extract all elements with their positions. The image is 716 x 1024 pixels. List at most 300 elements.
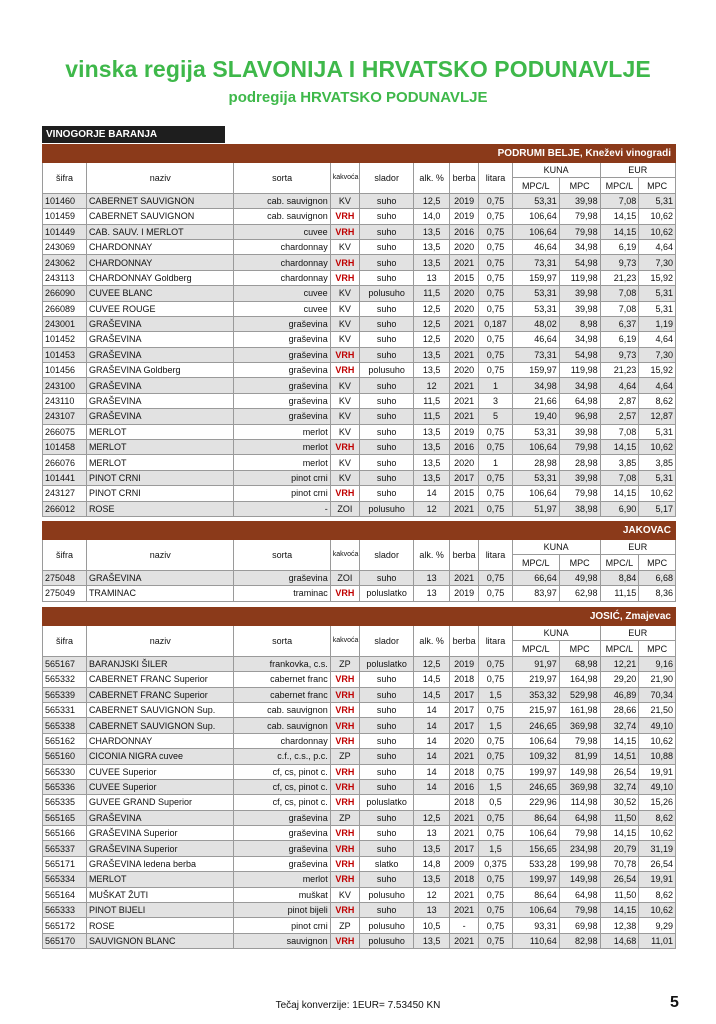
cell-mpc-kuna: 34,98 (559, 239, 600, 254)
cell-sorta: cuvee (234, 301, 330, 316)
table-row (43, 749, 676, 764)
cell-naziv: GRAŠEVINA (86, 810, 234, 825)
table-row (43, 270, 676, 285)
cell-mpcl-eur: 9,73 (600, 347, 639, 362)
cell-sifra: 275049 (43, 586, 87, 601)
cell-alk: 14,5 (414, 672, 450, 687)
cell-naziv: GRAŠEVINA (86, 378, 234, 393)
cell-kakvoca: KV (330, 409, 359, 424)
cell-mpcl-kuna: 51,97 (512, 501, 559, 516)
cell-sorta: graševina (234, 393, 330, 408)
cell-berba: 2016 (449, 779, 478, 794)
table-row (43, 470, 676, 485)
header-litara: litara (479, 626, 512, 657)
page-number: 5 (670, 994, 679, 1011)
header-mpc-kuna: MPC (559, 555, 600, 570)
cell-alk: 13,5 (414, 872, 450, 887)
cell-berba: 2017 (449, 470, 478, 485)
cell-naziv: GRAŠEVINA Superior (86, 841, 234, 856)
cell-slador: suho (359, 424, 413, 439)
cell-mpcl-kuna: 46,64 (512, 239, 559, 254)
cell-slador: suho (359, 224, 413, 239)
cell-alk: 14 (414, 764, 450, 779)
cell-litara: 0,75 (479, 239, 512, 254)
cell-berba: - (449, 918, 478, 933)
header-mpcl-kuna: MPC/L (512, 178, 559, 193)
header-row (43, 163, 676, 178)
cell-alk: 12 (414, 378, 450, 393)
cell-berba: 2021 (449, 255, 478, 270)
vinogorje-label: VINOGORJE BARANJA (42, 126, 225, 143)
cell-sifra: 266089 (43, 301, 87, 316)
cell-kakvoca: VRH (330, 672, 359, 687)
cell-mpcl-kuna: 106,64 (512, 209, 559, 224)
cell-mpc-kuna: 49,98 (559, 570, 600, 585)
cell-naziv: CHARDONNAY (86, 733, 234, 748)
cell-litara: 0,75 (479, 933, 512, 948)
cell-sorta: cf, cs, pinot c. (234, 764, 330, 779)
cell-alk: 12,5 (414, 332, 450, 347)
cell-mpcl-eur: 21,23 (600, 363, 639, 378)
cell-sorta: traminac (234, 586, 330, 601)
cell-mpcl-kuna: 199,97 (512, 764, 559, 779)
cell-mpc-kuna: 234,98 (559, 841, 600, 856)
cell-mpc-kuna: 369,98 (559, 779, 600, 794)
header-slador: slador (359, 540, 413, 571)
cell-mpcl-eur: 2,57 (600, 409, 639, 424)
producer-band (43, 522, 676, 540)
header-mpc-eur: MPC (639, 555, 676, 570)
cell-mpc-kuna: 69,98 (559, 918, 600, 933)
cell-sorta: cab. sauvignon (234, 718, 330, 733)
cell-naziv: GRAŠEVINA (86, 316, 234, 331)
cell-mpcl-kuna: 215,97 (512, 702, 559, 717)
table-row (43, 903, 676, 918)
table-row (43, 733, 676, 748)
cell-mpcl-kuna: 106,64 (512, 486, 559, 501)
cell-mpc-kuna: 34,98 (559, 378, 600, 393)
cell-slador: suho (359, 733, 413, 748)
cell-sorta: cuvee (234, 286, 330, 301)
header-naziv: naziv (86, 540, 234, 571)
cell-mpc-eur: 10,62 (639, 209, 676, 224)
cell-kakvoca: KV (330, 286, 359, 301)
cell-naziv: CABERNET SAUVIGNON (86, 209, 234, 224)
cell-mpc-eur: 5,31 (639, 470, 676, 485)
cell-litara: 1,5 (479, 779, 512, 794)
cell-sifra: 101459 (43, 209, 87, 224)
header-slador: slador (359, 163, 413, 194)
table-row (43, 687, 676, 702)
header-litara: litara (479, 540, 512, 571)
cell-sorta: graševina (234, 363, 330, 378)
cell-mpc-eur: 49,10 (639, 718, 676, 733)
header-mpc-kuna: MPC (559, 178, 600, 193)
cell-naziv: CABERNET FRANC Superior (86, 672, 234, 687)
cell-mpcl-kuna: 53,31 (512, 193, 559, 208)
cell-alk: 13,5 (414, 224, 450, 239)
cell-litara: 1 (479, 455, 512, 470)
cell-naziv: TRAMINAC (86, 586, 234, 601)
cell-alk: 13,5 (414, 470, 450, 485)
cell-mpcl-kuna: 106,64 (512, 903, 559, 918)
cell-sifra: 266075 (43, 424, 87, 439)
cell-mpcl-eur: 7,08 (600, 193, 639, 208)
cell-mpcl-eur: 14,15 (600, 440, 639, 455)
cell-sorta: pinot crni (234, 486, 330, 501)
cell-slador: polusuho (359, 887, 413, 902)
producer-table-jakovac (42, 521, 676, 602)
cell-kakvoca: VRH (330, 440, 359, 455)
cell-alk: 11,5 (414, 393, 450, 408)
table-row (43, 209, 676, 224)
cell-mpc-kuna: 39,98 (559, 286, 600, 301)
cell-kakvoca: ZP (330, 749, 359, 764)
cell-mpcl-kuna: 219,97 (512, 672, 559, 687)
cell-alk: 14 (414, 486, 450, 501)
cell-litara: 0,75 (479, 440, 512, 455)
table-row (43, 656, 676, 671)
cell-sorta: cf, cs, pinot c. (234, 795, 330, 810)
cell-mpcl-eur: 3,85 (600, 455, 639, 470)
cell-litara: 0,75 (479, 903, 512, 918)
cell-naziv: MERLOT (86, 424, 234, 439)
cell-slador: suho (359, 393, 413, 408)
cell-sorta: cuvee (234, 224, 330, 239)
cell-slador: poluslatko (359, 586, 413, 601)
cell-mpcl-eur: 30,52 (600, 795, 639, 810)
cell-naziv: MERLOT (86, 440, 234, 455)
cell-mpc-eur: 10,62 (639, 486, 676, 501)
cell-slador: suho (359, 332, 413, 347)
cell-naziv: CABERNET SAUVIGNON Sup. (86, 702, 234, 717)
cell-alk: 11,5 (414, 409, 450, 424)
cell-berba: 2021 (449, 826, 478, 841)
header-mpc-kuna: MPC (559, 641, 600, 656)
cell-sifra: 101460 (43, 193, 87, 208)
cell-mpc-eur: 5,31 (639, 424, 676, 439)
table-row (43, 764, 676, 779)
cell-slador: suho (359, 749, 413, 764)
cell-mpc-eur: 49,10 (639, 779, 676, 794)
cell-naziv: BARANJSKI ŠILER (86, 656, 234, 671)
cell-sorta: graševina (234, 810, 330, 825)
cell-berba: 2021 (449, 887, 478, 902)
cell-slador: suho (359, 841, 413, 856)
cell-sifra: 565164 (43, 887, 87, 902)
table-row (43, 455, 676, 470)
cell-berba: 2021 (449, 347, 478, 362)
cell-mpcl-kuna: 159,97 (512, 363, 559, 378)
cell-kakvoca: KV (330, 424, 359, 439)
cell-alk: 10,5 (414, 918, 450, 933)
cell-mpcl-eur: 20,79 (600, 841, 639, 856)
cell-litara: 0,75 (479, 332, 512, 347)
cell-litara: 0,75 (479, 470, 512, 485)
cell-naziv: GRAŠEVINA Superior (86, 826, 234, 841)
header-alk: alk. % (414, 163, 450, 194)
cell-sorta: pinot bijeli (234, 903, 330, 918)
cell-slador: suho (359, 455, 413, 470)
cell-mpcl-eur: 32,74 (600, 718, 639, 733)
cell-kakvoca: VRH (330, 363, 359, 378)
table-row (43, 570, 676, 585)
cell-berba: 2020 (449, 239, 478, 254)
cell-naziv: GUVEE GRAND Superior (86, 795, 234, 810)
cell-mpc-kuna: 62,98 (559, 586, 600, 601)
cell-mpcl-kuna: 73,31 (512, 347, 559, 362)
cell-mpc-kuna: 8,98 (559, 316, 600, 331)
cell-sorta: pinot crni (234, 918, 330, 933)
cell-slador: suho (359, 486, 413, 501)
table-row (43, 779, 676, 794)
cell-litara: 0,75 (479, 749, 512, 764)
cell-alk: 12,5 (414, 810, 450, 825)
cell-slador: polusuho (359, 363, 413, 378)
cell-kakvoca: VRH (330, 718, 359, 733)
cell-alk: 13 (414, 570, 450, 585)
cell-mpc-kuna: 82,98 (559, 933, 600, 948)
cell-mpcl-eur: 14,15 (600, 224, 639, 239)
cell-berba: 2021 (449, 378, 478, 393)
table-row (43, 826, 676, 841)
cell-naziv: PINOT BIJELI (86, 903, 234, 918)
cell-berba: 2019 (449, 209, 478, 224)
cell-litara: 0,75 (479, 810, 512, 825)
cell-slador: suho (359, 570, 413, 585)
cell-slador: suho (359, 301, 413, 316)
cell-mpcl-eur: 6,19 (600, 332, 639, 347)
cell-sifra: 565160 (43, 749, 87, 764)
cell-berba: 2016 (449, 440, 478, 455)
cell-mpcl-eur: 14,68 (600, 933, 639, 948)
cell-naziv: SAUVIGNON BLANC (86, 933, 234, 948)
cell-mpcl-kuna: 46,64 (512, 332, 559, 347)
cell-berba: 2017 (449, 687, 478, 702)
cell-sorta: sauvignon (234, 933, 330, 948)
cell-naziv: PINOT CRNI (86, 486, 234, 501)
cell-mpc-eur: 5,31 (639, 301, 676, 316)
cell-naziv: GRAŠEVINA (86, 409, 234, 424)
cell-sorta: graševina (234, 378, 330, 393)
header-naziv: naziv (86, 163, 234, 194)
cell-mpcl-eur: 14,15 (600, 209, 639, 224)
cell-mpcl-eur: 6,90 (600, 501, 639, 516)
cell-mpc-kuna: 114,98 (559, 795, 600, 810)
cell-mpcl-eur: 7,08 (600, 286, 639, 301)
cell-mpc-eur: 9,29 (639, 918, 676, 933)
cell-naziv: CICONIA NIGRA cuvee (86, 749, 234, 764)
cell-slador: polusuho (359, 918, 413, 933)
producer-band (43, 145, 676, 163)
cell-mpcl-kuna: 106,64 (512, 440, 559, 455)
cell-mpc-kuna: 39,98 (559, 193, 600, 208)
cell-sifra: 101449 (43, 224, 87, 239)
cell-berba: 2021 (449, 810, 478, 825)
cell-slador: suho (359, 872, 413, 887)
cell-kakvoca: KV (330, 239, 359, 254)
cell-kakvoca: VRH (330, 779, 359, 794)
cell-kakvoca: ZP (330, 918, 359, 933)
cell-berba: 2017 (449, 718, 478, 733)
cell-naziv: CABERNET SAUVIGNON (86, 193, 234, 208)
cell-kakvoca: ZOI (330, 501, 359, 516)
cell-litara: 0,75 (479, 586, 512, 601)
cell-mpcl-kuna: 73,31 (512, 255, 559, 270)
cell-mpc-eur: 15,26 (639, 795, 676, 810)
cell-mpc-kuna: 529,98 (559, 687, 600, 702)
header-eur: EUR (600, 163, 675, 178)
cell-berba: 2021 (449, 570, 478, 585)
cell-mpcl-kuna: 246,65 (512, 779, 559, 794)
cell-mpcl-kuna: 106,64 (512, 826, 559, 841)
cell-mpc-eur: 8,36 (639, 586, 676, 601)
cell-sifra: 565336 (43, 779, 87, 794)
cell-mpcl-eur: 6,37 (600, 316, 639, 331)
cell-mpc-kuna: 81,99 (559, 749, 600, 764)
cell-slador: poluslatko (359, 656, 413, 671)
cell-mpcl-kuna: 53,31 (512, 301, 559, 316)
cell-berba: 2016 (449, 224, 478, 239)
cell-litara: 0,75 (479, 286, 512, 301)
header-kuna: KUNA (512, 163, 600, 178)
table-row (43, 239, 676, 254)
cell-litara: 0,75 (479, 486, 512, 501)
cell-sifra: 243100 (43, 378, 87, 393)
header-kakvoca: kakvoća (330, 626, 359, 657)
cell-sorta: muškat (234, 887, 330, 902)
table-row (43, 501, 676, 516)
cell-mpc-kuna: 199,98 (559, 856, 600, 871)
cell-mpc-eur: 19,91 (639, 872, 676, 887)
cell-mpc-eur: 5,31 (639, 193, 676, 208)
table-row (43, 286, 676, 301)
cell-litara: 0,5 (479, 795, 512, 810)
cell-berba: 2018 (449, 764, 478, 779)
table-row (43, 409, 676, 424)
cell-kakvoca: VRH (330, 687, 359, 702)
cell-berba: 2020 (449, 286, 478, 301)
cell-kakvoca: ZP (330, 810, 359, 825)
cell-mpc-eur: 70,34 (639, 687, 676, 702)
cell-mpc-eur: 7,30 (639, 347, 676, 362)
cell-mpcl-eur: 12,38 (600, 918, 639, 933)
cell-litara: 0,75 (479, 764, 512, 779)
cell-mpc-kuna: 79,98 (559, 209, 600, 224)
cell-kakvoca: KV (330, 316, 359, 331)
table-row (43, 301, 676, 316)
cell-sifra: 565335 (43, 795, 87, 810)
cell-berba: 2021 (449, 903, 478, 918)
cell-alk: 14 (414, 749, 450, 764)
cell-mpc-kuna: 79,98 (559, 733, 600, 748)
cell-slador: suho (359, 440, 413, 455)
cell-naziv: MERLOT (86, 872, 234, 887)
cell-litara: 0,75 (479, 826, 512, 841)
cell-kakvoca: VRH (330, 224, 359, 239)
cell-litara: 0,75 (479, 347, 512, 362)
cell-kakvoca: VRH (330, 841, 359, 856)
table-row (43, 316, 676, 331)
cell-naziv: CHARDONNAY Goldberg (86, 270, 234, 285)
cell-kakvoca: KV (330, 455, 359, 470)
cell-naziv: GRAŠEVINA Goldberg (86, 363, 234, 378)
cell-slador: slatko (359, 856, 413, 871)
cell-sifra: 243127 (43, 486, 87, 501)
cell-mpc-eur: 10,62 (639, 733, 676, 748)
header-sifra: šifra (43, 163, 87, 194)
cell-slador: suho (359, 409, 413, 424)
cell-mpcl-kuna: 19,40 (512, 409, 559, 424)
cell-mpc-eur: 10,88 (639, 749, 676, 764)
cell-mpc-kuna: 79,98 (559, 486, 600, 501)
cell-litara: 0,75 (479, 570, 512, 585)
cell-sorta: c.f., c.s., p.c. (234, 749, 330, 764)
cell-sifra: 565337 (43, 841, 87, 856)
cell-mpc-kuna: 28,98 (559, 455, 600, 470)
cell-alk: 13 (414, 586, 450, 601)
cell-mpc-eur: 8,62 (639, 887, 676, 902)
cell-mpc-kuna: 79,98 (559, 440, 600, 455)
cell-kakvoca: VRH (330, 270, 359, 285)
table-row (43, 702, 676, 717)
cell-mpc-eur: 3,85 (639, 455, 676, 470)
header-sorta: sorta (234, 626, 330, 657)
cell-mpcl-kuna: 533,28 (512, 856, 559, 871)
cell-kakvoca: VRH (330, 856, 359, 871)
cell-litara: 1,5 (479, 718, 512, 733)
cell-alk: 14 (414, 718, 450, 733)
table-row (43, 347, 676, 362)
cell-berba: 2018 (449, 795, 478, 810)
cell-mpcl-eur: 11,50 (600, 810, 639, 825)
cell-kakvoca: KV (330, 332, 359, 347)
cell-sorta: chardonnay (234, 270, 330, 285)
cell-mpc-eur: 15,92 (639, 363, 676, 378)
cell-mpcl-eur: 6,19 (600, 239, 639, 254)
cell-mpcl-eur: 14,15 (600, 733, 639, 748)
cell-mpc-kuna: 161,98 (559, 702, 600, 717)
table-row (43, 363, 676, 378)
cell-berba: 2019 (449, 424, 478, 439)
cell-alk: 14,5 (414, 687, 450, 702)
cell-naziv: GRAŠEVINA (86, 347, 234, 362)
cell-sorta: merlot (234, 455, 330, 470)
cell-kakvoca: KV (330, 887, 359, 902)
cell-mpc-kuna: 39,98 (559, 301, 600, 316)
cell-mpcl-eur: 7,08 (600, 424, 639, 439)
cell-mpc-kuna: 119,98 (559, 363, 600, 378)
cell-mpc-eur: 15,92 (639, 270, 676, 285)
cell-sifra: 266076 (43, 455, 87, 470)
cell-naziv: MUŠKAT ŽUTI (86, 887, 234, 902)
cell-mpcl-kuna: 66,64 (512, 570, 559, 585)
cell-kakvoca: VRH (330, 209, 359, 224)
cell-sorta: chardonnay (234, 239, 330, 254)
cell-sifra: 565172 (43, 918, 87, 933)
cell-sifra: 565167 (43, 656, 87, 671)
cell-mpc-eur: 12,87 (639, 409, 676, 424)
cell-mpcl-eur: 4,64 (600, 378, 639, 393)
cell-alk: 13 (414, 903, 450, 918)
cell-kakvoca: KV (330, 470, 359, 485)
cell-kakvoca: VRH (330, 903, 359, 918)
cell-alk: 12,5 (414, 316, 450, 331)
cell-kakvoca: VRH (330, 795, 359, 810)
cell-slador: suho (359, 270, 413, 285)
cell-slador: suho (359, 903, 413, 918)
cell-mpc-eur: 19,91 (639, 764, 676, 779)
